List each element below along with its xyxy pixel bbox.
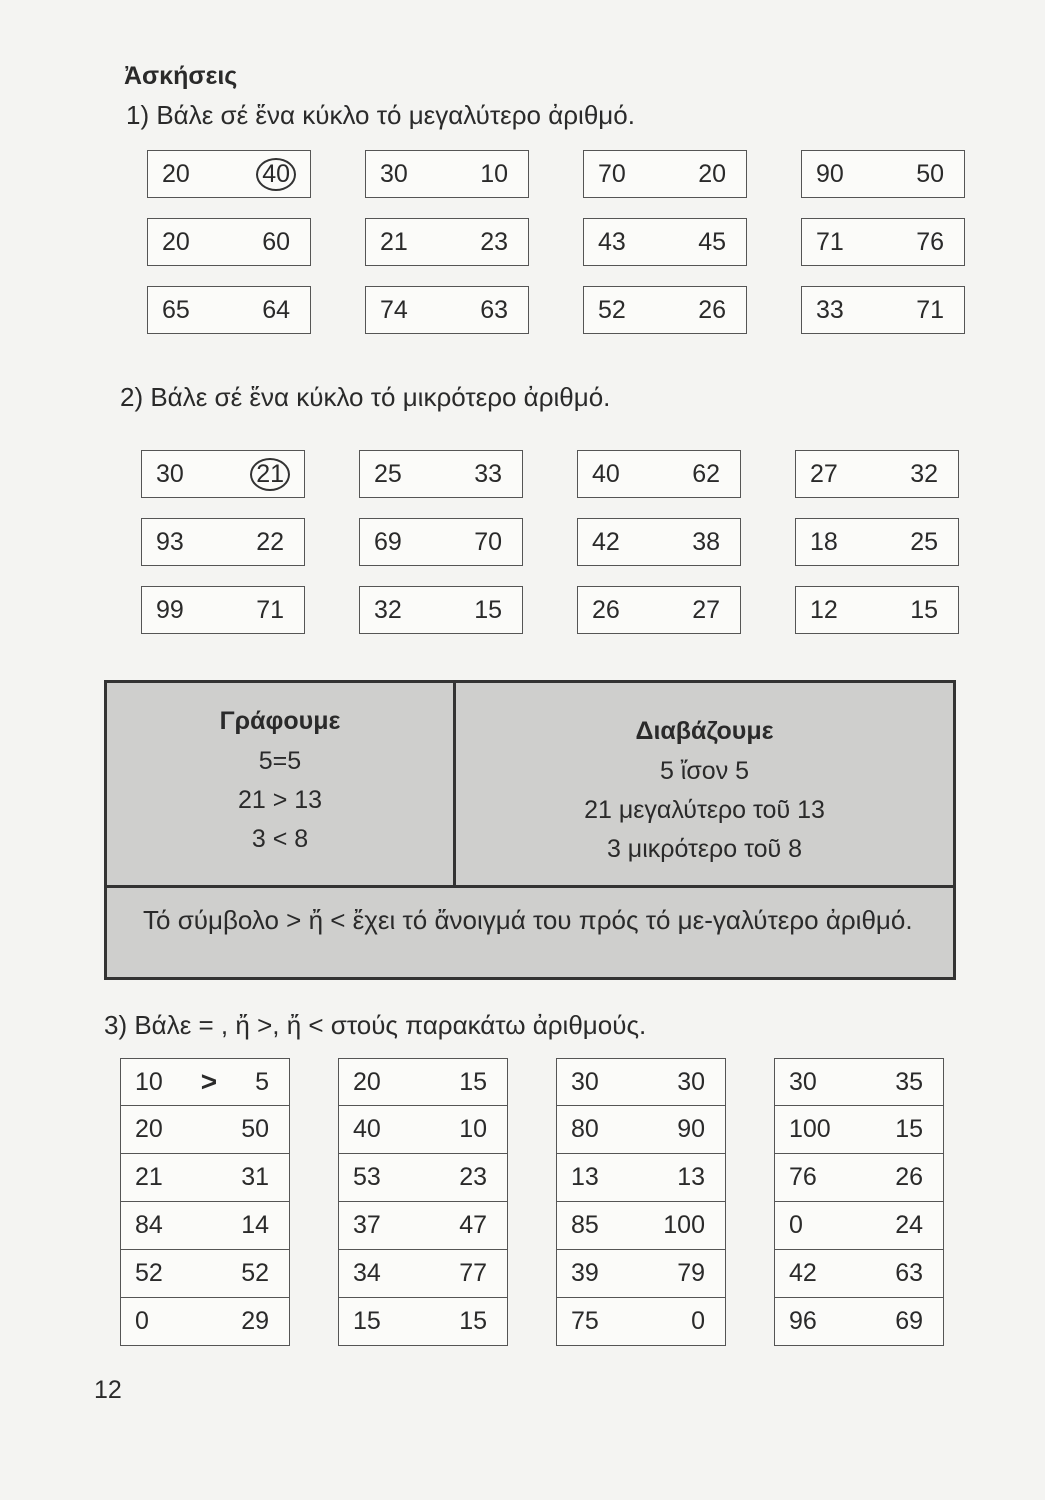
exercise3-grid xyxy=(120,1058,944,1346)
comparison-box[interactable] xyxy=(120,1202,290,1250)
number-left: 37 xyxy=(353,1211,381,1239)
number-right: 23 xyxy=(480,227,508,256)
number-left: 33 xyxy=(816,295,844,324)
number-left: 43 xyxy=(598,227,626,256)
number-left: 76 xyxy=(789,1163,817,1191)
comparison-box[interactable] xyxy=(338,1058,508,1106)
number-right: 24 xyxy=(895,1211,923,1239)
number-pair-box[interactable] xyxy=(795,518,959,566)
number-right: 13 xyxy=(677,1163,705,1191)
number-pair-box[interactable] xyxy=(359,518,523,566)
number-left: 15 xyxy=(353,1307,381,1335)
number-pair-box[interactable] xyxy=(141,586,305,634)
number-left: 52 xyxy=(598,295,626,324)
number-right: 21 xyxy=(250,458,290,491)
number-left: 30 xyxy=(380,159,408,188)
comparison-box[interactable] xyxy=(774,1106,944,1154)
number-left: 53 xyxy=(353,1163,381,1191)
comparison-box[interactable] xyxy=(338,1106,508,1154)
number-left: 90 xyxy=(816,159,844,188)
number-pair-box[interactable] xyxy=(583,218,747,266)
number-left: 96 xyxy=(789,1307,817,1335)
number-right: 10 xyxy=(480,159,508,188)
number-right: 22 xyxy=(256,527,284,556)
number-right: 10 xyxy=(459,1115,487,1143)
comparison-box[interactable] xyxy=(774,1202,944,1250)
number-pair-box[interactable] xyxy=(141,450,305,498)
number-pair-box[interactable] xyxy=(583,150,747,198)
comparison-box[interactable] xyxy=(120,1106,290,1154)
number-left: 21 xyxy=(135,1163,163,1191)
exercise1-instruction: 1) Βάλε σέ ἕνα κύκλο τό μεγαλύτερο ἀριθμό. xyxy=(126,100,635,130)
comparison-symbol: > xyxy=(200,1066,218,1097)
write-line: 5=5 xyxy=(258,747,302,775)
symbol-note: Τό σύμβολο > ἤ < ἔχει τό ἄνοιγμά του πρός τό με-γαλύτερο ἀριθμό. xyxy=(107,885,953,977)
number-left: 30 xyxy=(789,1067,817,1096)
number-right: 77 xyxy=(459,1259,487,1287)
number-left: 80 xyxy=(571,1115,599,1143)
number-right: 5 xyxy=(255,1067,269,1096)
number-left: 0 xyxy=(135,1307,149,1335)
number-right: 32 xyxy=(910,459,938,488)
comparison-box[interactable] xyxy=(120,1058,290,1106)
comparison-box[interactable] xyxy=(556,1250,726,1298)
number-pair-box[interactable] xyxy=(801,218,965,266)
number-right: 45 xyxy=(698,227,726,256)
number-right: 15 xyxy=(895,1115,923,1143)
number-right: 60 xyxy=(262,227,290,256)
number-pair-box[interactable] xyxy=(141,518,305,566)
read-line: 21 μεγαλύτερο τοῦ 13 xyxy=(584,796,825,824)
comparison-box[interactable] xyxy=(120,1298,290,1346)
number-left: 40 xyxy=(353,1115,381,1143)
number-left: 69 xyxy=(374,527,402,556)
read-line: 5 ἴσον 5 xyxy=(659,757,750,785)
number-left: 18 xyxy=(810,527,838,556)
comparison-box[interactable] xyxy=(774,1058,944,1106)
number-left: 20 xyxy=(135,1115,163,1143)
number-left: 13 xyxy=(571,1163,599,1191)
exercise1-grid xyxy=(147,150,965,334)
comparison-box[interactable] xyxy=(556,1202,726,1250)
number-left: 85 xyxy=(571,1211,599,1239)
rules-infobox xyxy=(104,680,956,980)
number-pair-box[interactable] xyxy=(147,150,311,198)
number-left: 93 xyxy=(156,527,184,556)
number-right: 20 xyxy=(698,159,726,188)
comparison-box[interactable] xyxy=(338,1250,508,1298)
number-pair-box[interactable] xyxy=(365,218,529,266)
number-pair-box[interactable] xyxy=(577,586,741,634)
number-left: 70 xyxy=(598,159,626,188)
number-pair-box[interactable] xyxy=(365,150,529,198)
number-pair-box[interactable] xyxy=(577,450,741,498)
comparison-box[interactable] xyxy=(774,1154,944,1202)
number-right: 33 xyxy=(474,459,502,488)
comparison-box[interactable] xyxy=(774,1298,944,1346)
number-left: 99 xyxy=(156,595,184,624)
number-right: 71 xyxy=(256,595,284,624)
number-left: 0 xyxy=(789,1211,803,1239)
number-right: 35 xyxy=(895,1067,923,1096)
number-left: 100 xyxy=(789,1115,831,1143)
comparison-box[interactable] xyxy=(338,1298,508,1346)
comparison-box[interactable] xyxy=(338,1202,508,1250)
number-right: 63 xyxy=(480,295,508,324)
number-left: 27 xyxy=(810,459,838,488)
number-left: 21 xyxy=(380,227,408,256)
number-pair-box[interactable] xyxy=(795,586,959,634)
comparison-box[interactable] xyxy=(556,1154,726,1202)
comparison-box[interactable] xyxy=(774,1250,944,1298)
number-left: 42 xyxy=(789,1259,817,1287)
number-left: 32 xyxy=(374,595,402,624)
number-pair-box[interactable] xyxy=(801,150,965,198)
number-pair-box[interactable] xyxy=(147,218,311,266)
number-left: 20 xyxy=(162,159,190,188)
number-right: 26 xyxy=(698,295,726,324)
number-right: 63 xyxy=(895,1259,923,1287)
read-column xyxy=(456,683,953,885)
page-number: 12 xyxy=(94,1376,122,1404)
number-left: 74 xyxy=(380,295,408,324)
number-right: 15 xyxy=(459,1307,487,1335)
number-left: 71 xyxy=(816,227,844,256)
number-left: 40 xyxy=(592,459,620,488)
number-pair-box[interactable] xyxy=(147,286,311,334)
comparison-box[interactable] xyxy=(120,1250,290,1298)
number-right: 62 xyxy=(692,459,720,488)
number-right: 47 xyxy=(459,1211,487,1239)
exercise2-grid xyxy=(141,450,959,634)
number-left: 34 xyxy=(353,1259,381,1287)
number-left: 12 xyxy=(810,595,838,624)
number-left: 75 xyxy=(571,1307,599,1335)
number-right: 52 xyxy=(241,1259,269,1287)
number-left: 20 xyxy=(353,1067,381,1096)
number-right: 50 xyxy=(241,1115,269,1143)
read-title: Διαβάζουμε xyxy=(635,717,774,745)
exercises-heading: Ἀσκήσεις xyxy=(124,62,238,90)
number-right: 69 xyxy=(895,1307,923,1335)
comparison-box[interactable] xyxy=(120,1154,290,1202)
number-right: 27 xyxy=(692,595,720,624)
number-right: 15 xyxy=(474,595,502,624)
comparison-box[interactable] xyxy=(556,1106,726,1154)
number-right: 0 xyxy=(691,1307,705,1335)
number-right: 71 xyxy=(916,295,944,324)
exercise3-instruction: 3) Βάλε = , ἤ >, ἤ < στούς παρακάτω ἀριθμούς. xyxy=(104,1010,647,1040)
number-right: 15 xyxy=(910,595,938,624)
number-left: 30 xyxy=(156,459,184,488)
number-right: 31 xyxy=(241,1163,269,1191)
comparison-box[interactable] xyxy=(556,1298,726,1346)
number-right: 64 xyxy=(262,295,290,324)
number-left: 42 xyxy=(592,527,620,556)
read-line: 3 μικρότερο τοῦ 8 xyxy=(606,835,803,863)
comparison-box[interactable] xyxy=(338,1154,508,1202)
number-pair-box[interactable] xyxy=(365,286,529,334)
number-left: 26 xyxy=(592,595,620,624)
number-right: 79 xyxy=(677,1259,705,1287)
number-right: 50 xyxy=(916,159,944,188)
number-pair-box[interactable] xyxy=(577,518,741,566)
number-left: 52 xyxy=(135,1259,163,1287)
number-left: 10 xyxy=(135,1067,163,1096)
number-right: 29 xyxy=(241,1307,269,1335)
number-right: 100 xyxy=(663,1211,705,1239)
number-left: 39 xyxy=(571,1259,599,1287)
number-left: 65 xyxy=(162,295,190,324)
number-right: 38 xyxy=(692,527,720,556)
number-right: 90 xyxy=(677,1115,705,1143)
comparison-box[interactable] xyxy=(556,1058,726,1106)
write-line: 21 > 13 xyxy=(237,786,323,814)
number-right: 14 xyxy=(241,1211,269,1239)
number-right: 26 xyxy=(895,1163,923,1191)
number-left: 84 xyxy=(135,1211,163,1239)
number-pair-box[interactable] xyxy=(359,450,523,498)
number-right: 70 xyxy=(474,527,502,556)
exercise2-instruction: 2) Βάλε σέ ἕνα κύκλο τό μικρότερο ἀριθμό. xyxy=(120,382,611,412)
number-pair-box[interactable] xyxy=(359,586,523,634)
number-left: 20 xyxy=(162,227,190,256)
number-pair-box[interactable] xyxy=(583,286,747,334)
write-line: 3 < 8 xyxy=(251,825,309,853)
number-pair-box[interactable] xyxy=(801,286,965,334)
number-left: 25 xyxy=(374,459,402,488)
number-right: 76 xyxy=(916,227,944,256)
number-right: 23 xyxy=(459,1163,487,1191)
number-right: 25 xyxy=(910,527,938,556)
number-pair-box[interactable] xyxy=(795,450,959,498)
write-title: Γράφουμε xyxy=(219,707,341,735)
number-right: 30 xyxy=(677,1067,705,1096)
number-left: 30 xyxy=(571,1067,599,1096)
number-right: 40 xyxy=(256,158,296,191)
write-column xyxy=(107,683,456,885)
number-right: 15 xyxy=(459,1067,487,1096)
